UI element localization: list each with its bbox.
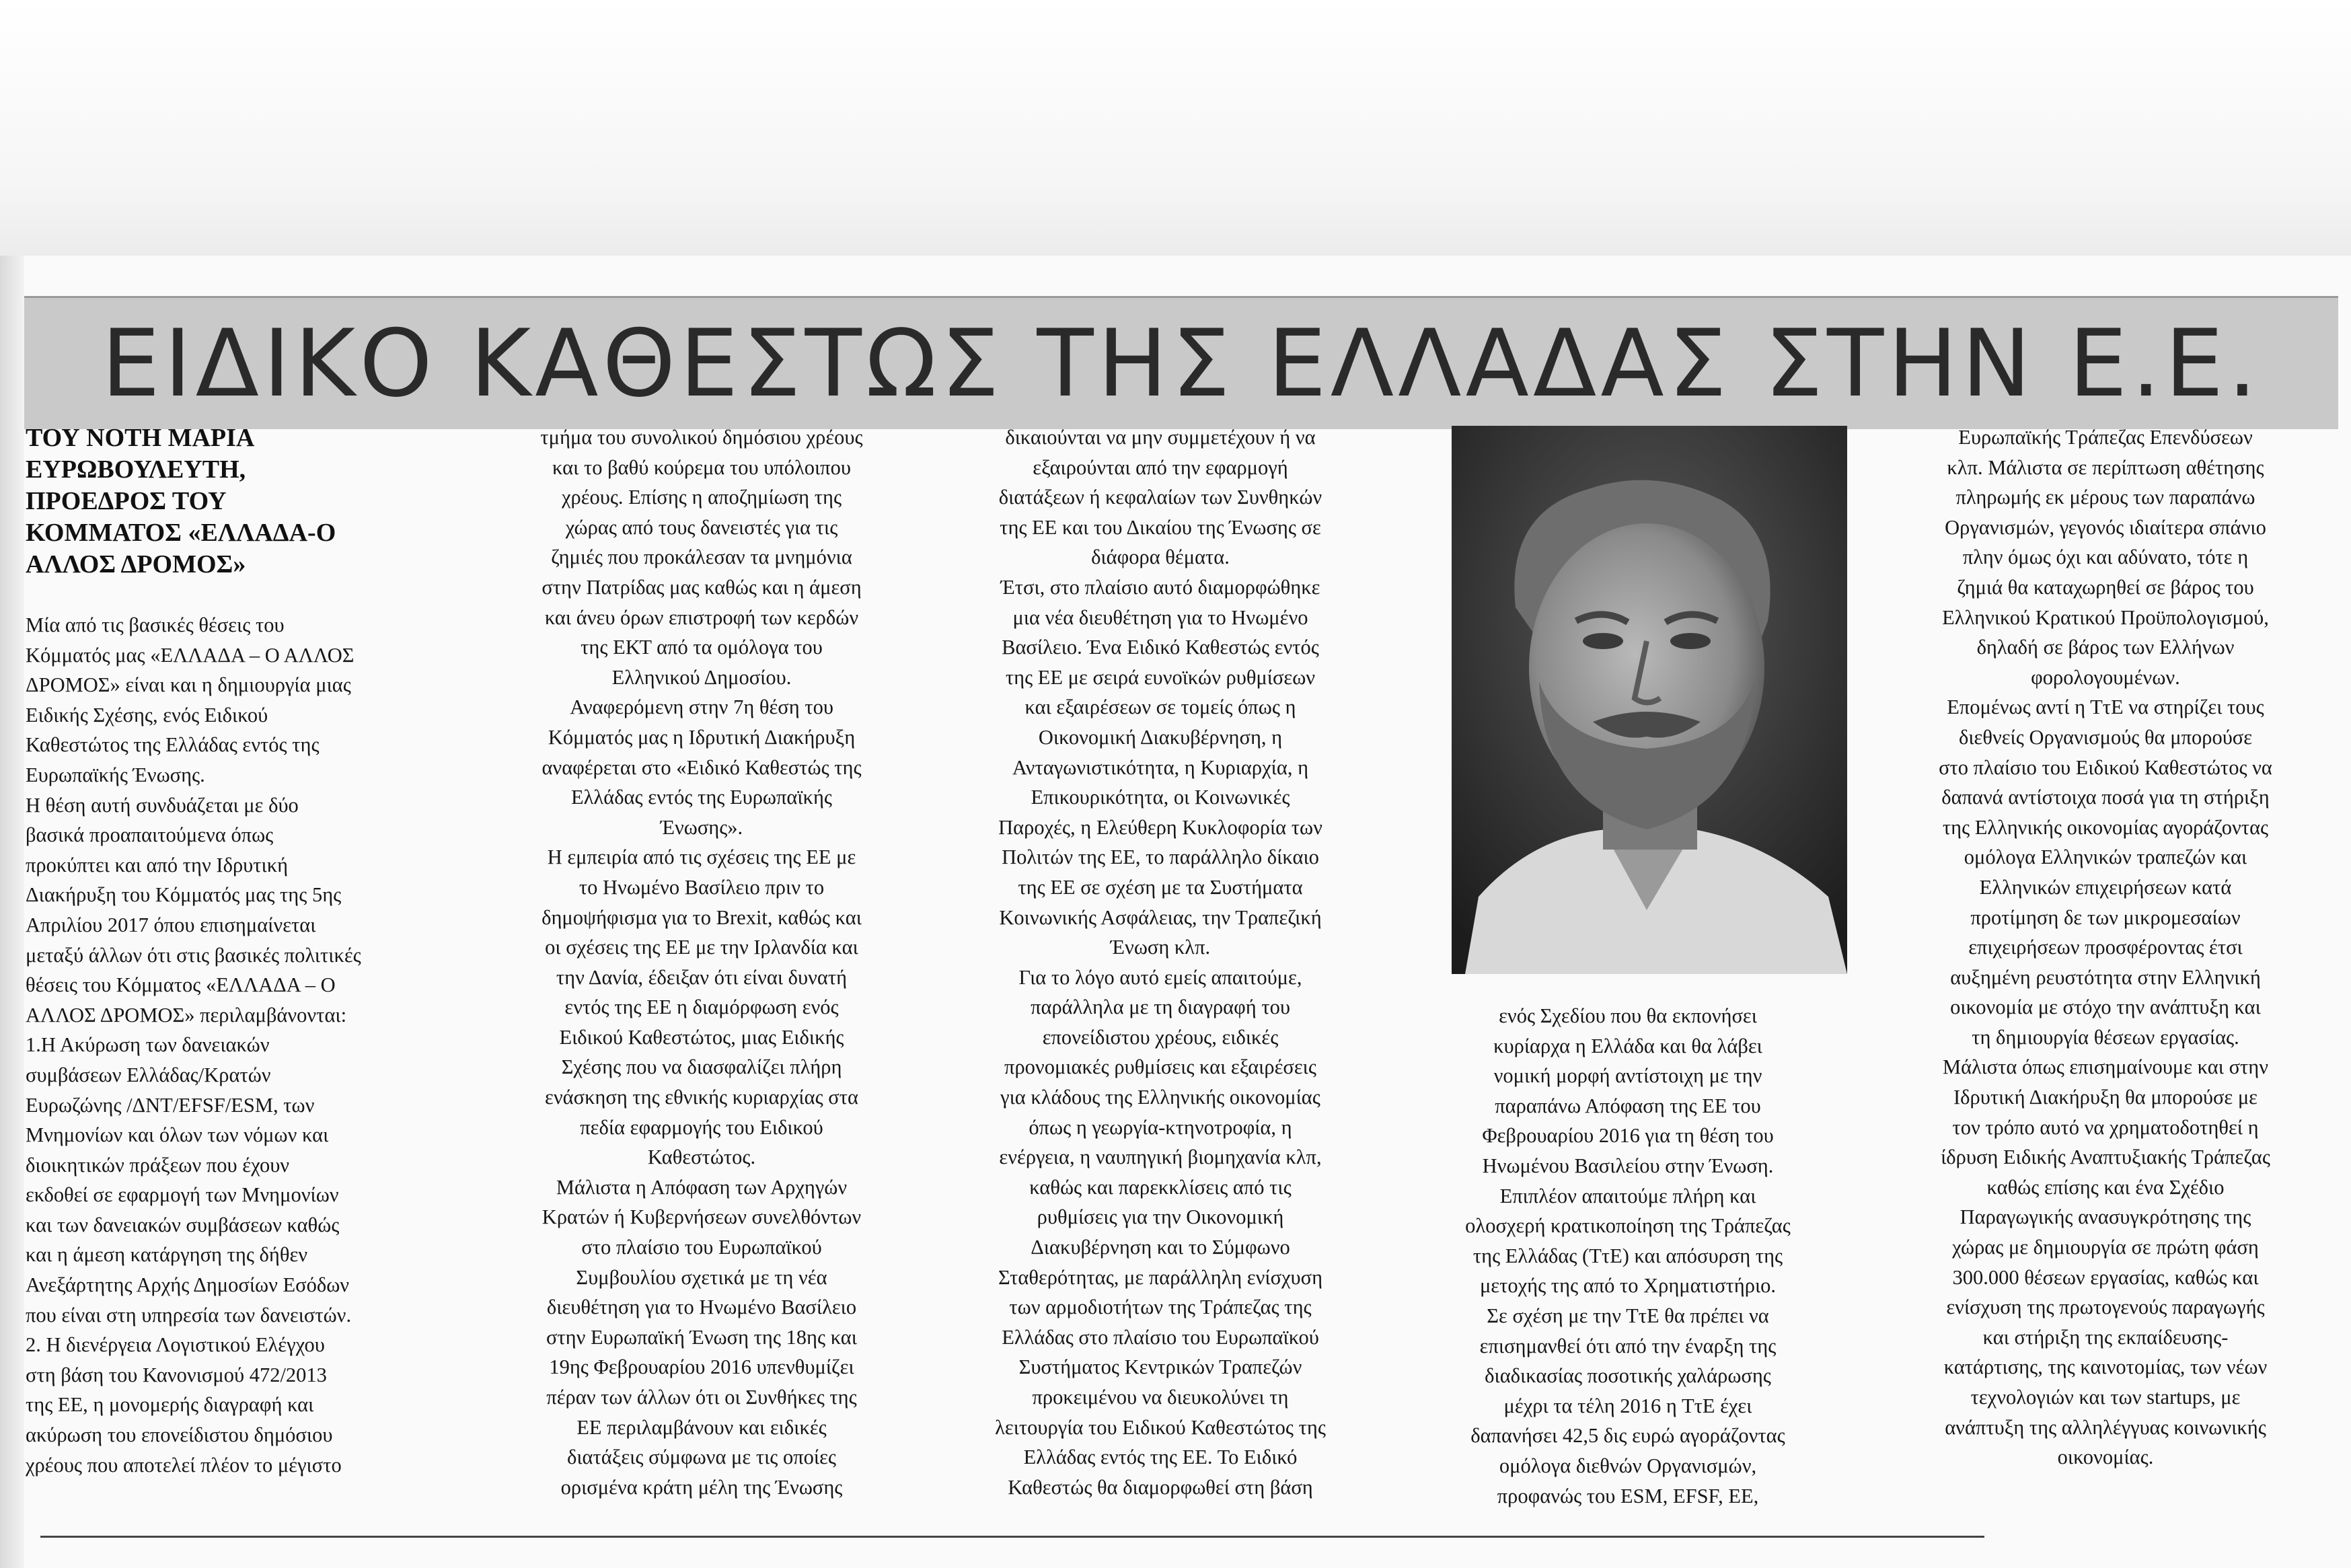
byline-line: ΤΟΥ ΝΟΤΗ ΜΑΡΙΑ <box>26 424 255 452</box>
article-line: το Ηνωμένο Βασίλειο πριν το <box>579 875 825 899</box>
column-text <box>1409 1001 1846 1511</box>
article-line: Παροχές, η Ελεύθερη Κυκλοφορία των <box>998 815 1322 839</box>
article-line: της ΕΕ, η μονομερής διαγραφή και <box>26 1393 314 1417</box>
article-line: χρέους. Επίσης η αποζημίωση της <box>561 486 842 509</box>
article-line: ίδρυση Ειδικής Αναπτυξιακής Τράπεζας <box>1941 1146 2270 1169</box>
article-line: Βασίλειο. Ένα Ειδικό Καθεστώς εντός <box>1002 636 1319 659</box>
article-line: Μία από τις βασικές θέσεις του <box>26 613 285 636</box>
article-line: ολοσχερή κρατικοποίηση της Τράπεζας <box>1465 1214 1791 1238</box>
article-line: και η άμεση κατάργηση της δήθεν <box>26 1243 308 1267</box>
article-line: για κλάδους της Ελληνικής οικονομίας <box>1000 1086 1320 1109</box>
article-line: Συμβουλίου σχετικά με τη νέα <box>576 1265 827 1289</box>
article-line: προνομιακές ρυθμίσεις και εξαιρέσεις <box>1004 1055 1316 1079</box>
article-line: παράλληλα με τη διαγραφή του <box>1031 996 1290 1019</box>
article-line: μεταξύ άλλων ότι στις βασικές πολιτικές <box>26 943 361 967</box>
article-line: συμβάσεων Ελλάδας/Κρατών <box>26 1063 271 1086</box>
byline-line: ΚΟΜΜΑΤΟΣ «ΕΛΛΑΔΑ-Ο <box>26 519 336 547</box>
article-line: βασικά προαπαιτούμενα όπως <box>26 823 274 847</box>
article-line: καθώς επίσης και ένα Σχέδιο <box>1986 1175 2225 1199</box>
article-line: μετοχής της από το Χρηματιστήριο. <box>1479 1274 1777 1298</box>
headline: ΕΙΔΙΚΟ ΚΑΘΕΣΤΩΣ ΤΗΣ ΕΛΛΑΔΑΣ ΣΤΗΝ Ε.Ε. <box>101 309 2262 418</box>
article-line: παραπάνω Απόφαση της ΕΕ του <box>1495 1094 1761 1117</box>
article-line: ομόλογα Ελληνικών τραπεζών και <box>1964 846 2247 869</box>
scan-page-edge <box>0 256 24 1568</box>
article-line: την Δανία, έδειξαν ότι είναι δυνατή <box>556 965 848 989</box>
article-line: οικονομίας. <box>2057 1446 2154 1469</box>
article-line: Συστήματος Κεντρικών Τραπεζών <box>1018 1355 1302 1379</box>
article-line: της Ελληνικής οικονομίας αγοράζοντας <box>1942 815 2269 839</box>
article-line: διευθέτηση για το Ηνωμένο Βασίλειο <box>546 1296 857 1319</box>
article-line: διεθνείς Οργανισμούς θα μπορούσε <box>1958 725 2253 749</box>
article-line: Έτσι, στο πλαίσιο αυτό διαμορφώθηκε <box>1000 575 1320 599</box>
article-column-3 <box>945 422 1376 1502</box>
article-line: και άνευ όρων επιστροφή των κερδών <box>544 605 859 629</box>
article-line: Επιπλέον απαιτούμε πλήρη και <box>1499 1184 1756 1207</box>
article-line: δαπανά αντίστοιχα ποσά για τη στήριξη <box>1941 786 2270 809</box>
article-line: Ευρωπαϊκής Τράπεζας Επενδύσεων <box>1958 426 2253 449</box>
article-line: τη δημιουργία θέσεων εργασίας. <box>1972 1025 2239 1049</box>
article-line: Μάλιστα όπως επισημαίνουμε και στην <box>1942 1055 2269 1079</box>
article-line: διαδικασίας ποσοτικής χαλάρωσης <box>1485 1364 1771 1388</box>
article-line: και εξαιρέσεων σε τομείς όπως η <box>1024 696 1296 719</box>
article-line: διατάξεων ή κεφαλαίων των Συνθηκών <box>998 486 1322 509</box>
article-line: θέσεις του Κόμματος «ΕΛΛΑΔΑ – Ο <box>26 973 336 997</box>
article-line: Διακυβέρνηση και το Σύμφωνο <box>1031 1236 1290 1259</box>
article-line: Ελληνικών επιχειρήσεων κατά <box>1979 875 2232 899</box>
article-line: Ευρωπαϊκής Ένωσης. <box>26 763 205 786</box>
article-line: στο πλαίσιο του Ειδικού Καθεστώτος να <box>1939 755 2272 779</box>
article-line: Ειδικού Καθεστώτος, μιας Ειδικής <box>559 1025 844 1049</box>
bottom-divider <box>40 1536 1984 1538</box>
article-line: ενάσκηση της εθνικής κυριαρχίας στα <box>545 1086 858 1109</box>
article-line: 19ης Φεβρουαρίου 2016 υπενθυμίζει <box>549 1355 854 1379</box>
headline-band <box>24 296 2338 429</box>
article-line: που είναι στη υπηρεσία των δανειστών. <box>26 1303 352 1327</box>
article-line: Απριλίου 2017 όπου επισημαίνεται <box>26 913 316 936</box>
article-line: Ιδρυτική Διακήρυξη θα μπορούσε με <box>1953 1086 2257 1109</box>
article-line: οι σχέσεις της ΕΕ με την Ιρλανδία και <box>545 936 858 959</box>
article-line: Ελληνικού Δημοσίου. <box>611 665 792 689</box>
article-line: στην Πατρίδας μας καθώς και η άμεση <box>542 575 862 599</box>
article-column-2 <box>492 422 911 1502</box>
byline-line: ΑΛΛΟΣ ΔΡΟΜΟΣ» <box>26 550 246 578</box>
author-byline <box>26 422 459 581</box>
article-line: Ελλάδας στο πλαίσιο του Ευρωπαϊκού <box>1002 1325 1319 1349</box>
article-line: αυξημένη ρευστότητα στην Ελληνική <box>1950 965 2261 989</box>
article-line: Ειδικής Σχέσης, ενός Ειδικού <box>26 703 268 726</box>
article-line: Κρατών ή Κυβερνήσεων συνελθόντων <box>542 1205 862 1229</box>
article-line: στη βάση του Κανονισμού 472/2013 <box>26 1363 327 1386</box>
article-line: Ένωσης». <box>660 815 743 839</box>
article-line: επισημανθεί ότι από την έναρξη της <box>1479 1334 1777 1357</box>
article-line: προφανώς του ESM, EFSF, ΕΕ, <box>1497 1484 1759 1507</box>
article-line: Μνημονίων και όλων των νόμων και <box>26 1123 329 1147</box>
article-line: χώρας με δημιουργία σε πρώτη φάση <box>1952 1236 2259 1259</box>
article-line: Σε σχέση με την ΤτΕ θα πρέπει να <box>1487 1304 1769 1327</box>
article-line: εκδοθεί σε εφαρμογή των Μνημονίων <box>26 1183 339 1207</box>
scan-blank-margin <box>0 0 2351 256</box>
article-line: ενέργεια, η ναυπηγική βιομηχανία κλπ, <box>999 1146 1322 1169</box>
column-text <box>26 610 459 1480</box>
article-line: των αρμοδιοτήτων της Τράπεζας της <box>1009 1296 1312 1319</box>
article-line: Ευρωζώνης /ΔΝΤ/EFSF/ESM, των <box>26 1093 315 1117</box>
article-line: Οικονομική Διακυβέρνηση, η <box>1038 725 1283 749</box>
article-line: και των δανειακών συμβάσεων καθώς <box>26 1213 340 1236</box>
article-line: δικαιούνται να μην συμμετέχουν ή να <box>1005 426 1316 449</box>
article-line: ομόλογα διεθνών Οργανισμών, <box>1499 1454 1757 1477</box>
article-line: διάφορα θέματα. <box>1091 546 1230 569</box>
article-line: διοικητικών πράξεων που έχουν <box>26 1153 290 1177</box>
article-line: 300.000 θέσεων εργασίας, καθώς και <box>1952 1265 2259 1289</box>
article-line: δημοψήφισμα για το Brexit, καθώς και <box>542 905 862 929</box>
article-line: Διακήρυξη του Κόμματός μας της 5ης <box>26 883 342 907</box>
article-line: ΑΛΛΟΣ ΔΡΟΜΟΣ» περιλαμβάνονται: <box>26 1003 347 1026</box>
article-line: φορολογουμένων. <box>2031 665 2180 689</box>
article-line: Μάλιστα η Απόφαση των Αρχηγών <box>556 1175 848 1199</box>
article-line: κυρίαρχα η Ελλάδα και θα λάβει <box>1493 1034 1762 1057</box>
article-line: Ανταγωνιστικότητα, η Κυριαρχία, η <box>1012 755 1309 779</box>
article-line: κατάρτισης, της καινοτομίας, των νέων <box>1943 1355 2268 1379</box>
article-line: 2. Η διενέργεια Λογιστικού Ελέγχου <box>26 1333 325 1357</box>
article-line: οικονομία με στόχο την ανάπτυξη και <box>1950 996 2261 1019</box>
article-line: της ΕΚΤ από τα ομόλογα του <box>581 636 823 659</box>
article-column-5 <box>1877 422 2334 1472</box>
article-line: ΕΕ περιλαμβάνουν και ειδικές <box>576 1415 827 1439</box>
article-line: στο πλαίσιο του Ευρωπαϊκού <box>581 1236 822 1259</box>
article-line: στην Ευρωπαϊκή Ένωση της 18ης και <box>546 1325 857 1349</box>
article-line: Η θέση αυτή συνδυάζεται με δύο <box>26 793 299 817</box>
article-line: Για το λόγο αυτό εμείς απαιτούμε, <box>1018 965 1302 989</box>
article-line: τμήμα του συνολικού δημόσιου χρέους <box>540 426 863 449</box>
article-line: προκύπτει και από την Ιδρυτική <box>26 853 289 876</box>
article-line: νομική μορφή αντίστοιχη με την <box>1493 1064 1762 1088</box>
article-line: Παραγωγικής ανασυγκρότησης της <box>1960 1205 2251 1229</box>
article-line: πέραν των άλλων ότι οι Συνθήκες της <box>546 1386 857 1409</box>
article-line: ΔΡΟΜΟΣ» είναι και η δημιουργία μιας <box>26 673 351 697</box>
article-line: πλην όμως όχι και αδύνατο, τότε η <box>1962 546 2249 569</box>
article-line: μέχρι τα τέλη 2016 η ΤτΕ έχει <box>1503 1394 1752 1417</box>
article-line: Ελληνικού Κρατικού Προϋπολογισμού, <box>1942 605 2269 629</box>
article-line: μια νέα διευθέτηση για το Ηνωμένο <box>1012 605 1308 629</box>
article-line: Κοινωνικής Ασφάλειας, την Τραπεζική <box>999 905 1322 929</box>
article-line: δηλαδή σε βάρος των Ελλήνων <box>1976 636 2235 659</box>
article-column-1 <box>26 422 459 1480</box>
article-column-4 <box>1409 1001 1846 1511</box>
article-line: Οργανισμών, γεγονός ιδιαίτερα σπάνιο <box>1945 515 2266 539</box>
article-line: ζημιές που προκάλεσαν τα μνημόνια <box>551 546 852 569</box>
article-line: πεδία εφαρμογής του Ειδικού <box>580 1115 823 1139</box>
article-line: Κόμματός μας «ΕΛΛΑΔΑ – Ο ΑΛΛΟΣ <box>26 643 354 667</box>
column-text <box>492 422 911 1502</box>
article-line: προτίμηση δε των μικρομεσαίων <box>1970 905 2241 929</box>
article-line: κλπ. Μάλιστα σε περίπτωση αθέτησης <box>1947 455 2264 479</box>
column-text <box>1877 422 2334 1472</box>
byline-line: ΠΡΟΕΔΡΟΣ ΤΟΥ <box>26 487 227 515</box>
article-line: όπως η γεωργία-κτηνοτροφία, η <box>1029 1115 1292 1139</box>
article-line: ανάπτυξη της αλληλέγγυας κοινωνικής <box>1945 1415 2266 1439</box>
article-line: ζημιά θα καταχωρηθεί σε βάρος του <box>1957 575 2254 599</box>
article-line: επονείδιστου χρέους, ειδικές <box>1042 1025 1279 1049</box>
article-line: ορισμένα κράτη μέλη της Ένωσης <box>560 1475 843 1499</box>
article-line: τον τρόπο αυτό να χρηματοδοτηθεί η <box>1952 1115 2259 1139</box>
article-line: Ηνωμένου Βασιλείου στην Ένωση. <box>1482 1154 1774 1177</box>
article-line: ενός Σχεδίου που θα εκπονήσει <box>1499 1004 1757 1027</box>
article-line: ενίσχυση της πρωτογενούς παραγωγής <box>1946 1296 2265 1319</box>
article-line: 1.Η Ακύρωση των δανειακών <box>26 1033 270 1057</box>
article-line: της ΕΕ σε σχέση με τα Συστήματα <box>1018 875 1303 899</box>
article-line: της ΕΕ και του Δικαίου της Ένωσης σε <box>1000 515 1321 539</box>
article-line: της Ελλάδας (ΤτΕ) και απόσυρση της <box>1472 1244 1783 1267</box>
article-line: Σχέσης που να διασφαλίζει πλήρη <box>561 1055 842 1079</box>
article-line: Επικουρικότητα, οι Κοινωνικές <box>1031 786 1290 809</box>
article-line: επιχειρήσεων προσφέροντας έτσι <box>1968 936 2243 959</box>
article-line: και το βαθύ κούρεμα του υπόλοιπου <box>552 455 851 479</box>
article-line: Καθεστώς θα διαμορφωθεί στη βάση <box>1008 1475 1313 1499</box>
article-line: Ένωση κλπ. <box>1110 936 1211 959</box>
article-line: Σταθερότητας, με παράλληλη ενίσχυση <box>998 1265 1323 1289</box>
article-line: προκειμένου να διευκολύνει τη <box>1032 1386 1289 1409</box>
article-line: τεχνολογιών και των startups, με <box>1970 1386 2241 1409</box>
article-line: πληρωμής εκ μέρους των παραπάνω <box>1955 486 2255 509</box>
article-line: Η εμπειρία από τις σχέσεις της ΕΕ με <box>547 846 856 869</box>
article-line: της ΕΕ με σειρά ευνοϊκών ρυθμίσεων <box>1005 665 1316 689</box>
author-portrait <box>1452 426 1847 974</box>
article-line: χρέους που αποτελεί πλέον το μέγιστο <box>26 1453 342 1477</box>
article-line: Αναφερόμενη στην 7η θέση του <box>570 696 833 719</box>
article-line: εντός της ΕΕ η διαμόρφωση ενός <box>564 996 839 1019</box>
article-line: ρυθμίσεις για την Οικονομική <box>1037 1205 1284 1229</box>
article-line: χώρας από τους δανειστές για τις <box>565 515 838 539</box>
article-line: Καθεστώτος. <box>647 1146 756 1169</box>
article-line: αναφέρεται στο «Ειδικό Καθεστώς της <box>542 755 862 779</box>
column-text <box>945 422 1376 1502</box>
article-line: Ανεξάρτητης Αρχής Δημοσίων Εσόδων <box>26 1273 350 1297</box>
article-line: διατάξεις σύμφωνα με τις οποίες <box>566 1446 836 1469</box>
article-line: ακύρωση του επονείδιστου δημόσιου <box>26 1423 333 1447</box>
article-line: δαπανήσει 42,5 δις ευρώ αγοράζοντας <box>1470 1424 1785 1448</box>
portrait-image <box>1452 426 1847 974</box>
article-line: Ελλάδας εντός της Ευρωπαϊκής <box>571 786 832 809</box>
article-line: και στήριξη της εκπαίδευσης- <box>1982 1325 2229 1349</box>
article-line: καθώς και παρεκκλίσεις από τις <box>1029 1175 1292 1199</box>
article-line: Καθεστώτος της Ελλάδας εντός της <box>26 733 320 757</box>
article-line: Φεβρουαρίου 2016 για τη θέση του <box>1482 1124 1774 1148</box>
article-line: Ελλάδας εντός της ΕΕ. Το Ειδικό <box>1023 1446 1298 1469</box>
article-line: λειτουργία του Ειδικού Καθεστώτος της <box>995 1415 1326 1439</box>
byline-line: ΕΥΡΩΒΟΥΛΕΥΤΗ, <box>26 455 246 484</box>
article-line: Επομένως αντί η ΤτΕ να στηρίζει τους <box>1947 696 2264 719</box>
article-line: Κόμματός μας η Ιδρυτική Διακήρυξη <box>548 725 856 749</box>
article-line: Πολιτών της ΕΕ, το παράλληλο δίκαιο <box>1002 846 1319 869</box>
article-line: εξαιρούνται από την εφαρμογή <box>1033 455 1288 479</box>
